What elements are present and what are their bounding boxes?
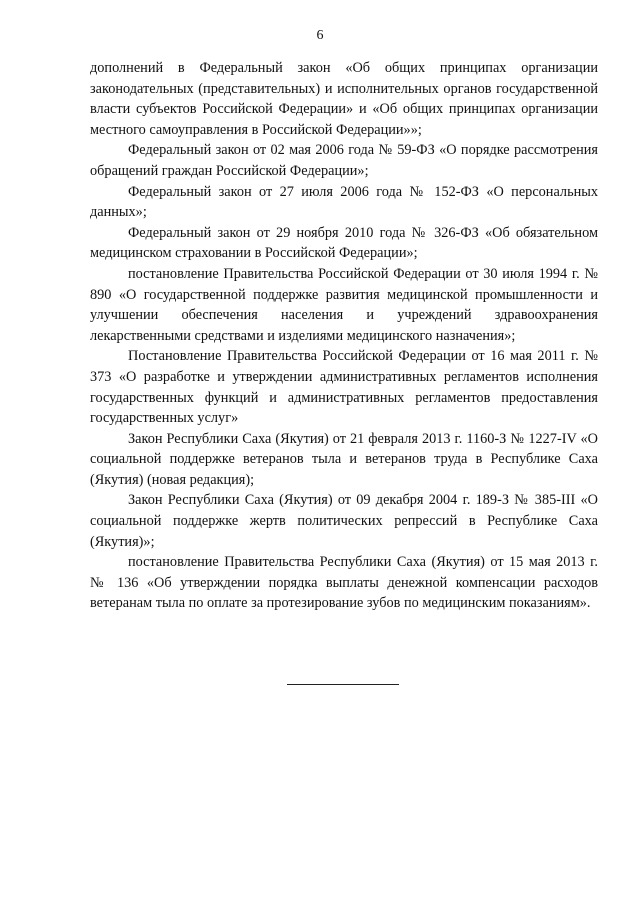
paragraph: Федеральный закон от 27 июля 2006 года № 152-ФЗ «О персональных данных»; bbox=[90, 183, 598, 221]
page-number: 6 bbox=[316, 28, 324, 43]
paragraph: постановление Правительства Российской Федерации от 30 июля 1994 г. № 890 «О государственной поддержке развития медицинской промышленности и улучшении обеспечения населения и учреждений здравоохранения лекарственными средствами и изделиями медицинского назначения»; bbox=[90, 265, 598, 344]
paragraph: Федеральный закон от 29 ноября 2010 года № 326-ФЗ «Об обязательном медицинском страховании в Российской Федерации»; bbox=[90, 224, 598, 262]
paragraph: Постановление Правительства Российской Федерации от 16 мая 2011 г. № 373 «О разработке и утверждении административных регламентов исполнения государственных функций и административных регламентов предоставления государственных услуг» bbox=[90, 348, 598, 427]
paragraph: Закон Республики Саха (Якутия) от 21 февраля 2013 г. 1160-З № 1227-IV «О социальной поддержке ветеранов тыла и ветеранов труда в Республике Саха (Якутия) (новая редакция); bbox=[90, 430, 598, 488]
end-divider bbox=[287, 684, 399, 685]
paragraph: постановление Правительства Республики Саха (Якутия) от 15 мая 2013 г. № 136 «Об утверждении порядка выплаты денежной компенсации расходов ветеранам тыла по оплате за протезирование зубов по медицинским показаниям». bbox=[90, 554, 598, 612]
paragraph: дополнений в Федеральный закон «Об общих принципах организации законодательных (представительных) и исполнительных органов государственной власти субъектов Российской Федерации» и «Об общих принципах организации местного самоуправления в Российской Федерации»»; bbox=[90, 60, 598, 138]
paragraph: Закон Республики Саха (Якутия) от 09 декабря 2004 г. 189-З № 385-III «О социальной поддержке жертв политических репрессий в Республике Саха (Якутия)»; bbox=[90, 492, 598, 550]
paragraph: Федеральный закон от 02 мая 2006 года № 59-ФЗ «О порядке рассмотрения обращений граждан Российской Федерации»; bbox=[90, 142, 598, 179]
document-body bbox=[90, 58, 598, 614]
